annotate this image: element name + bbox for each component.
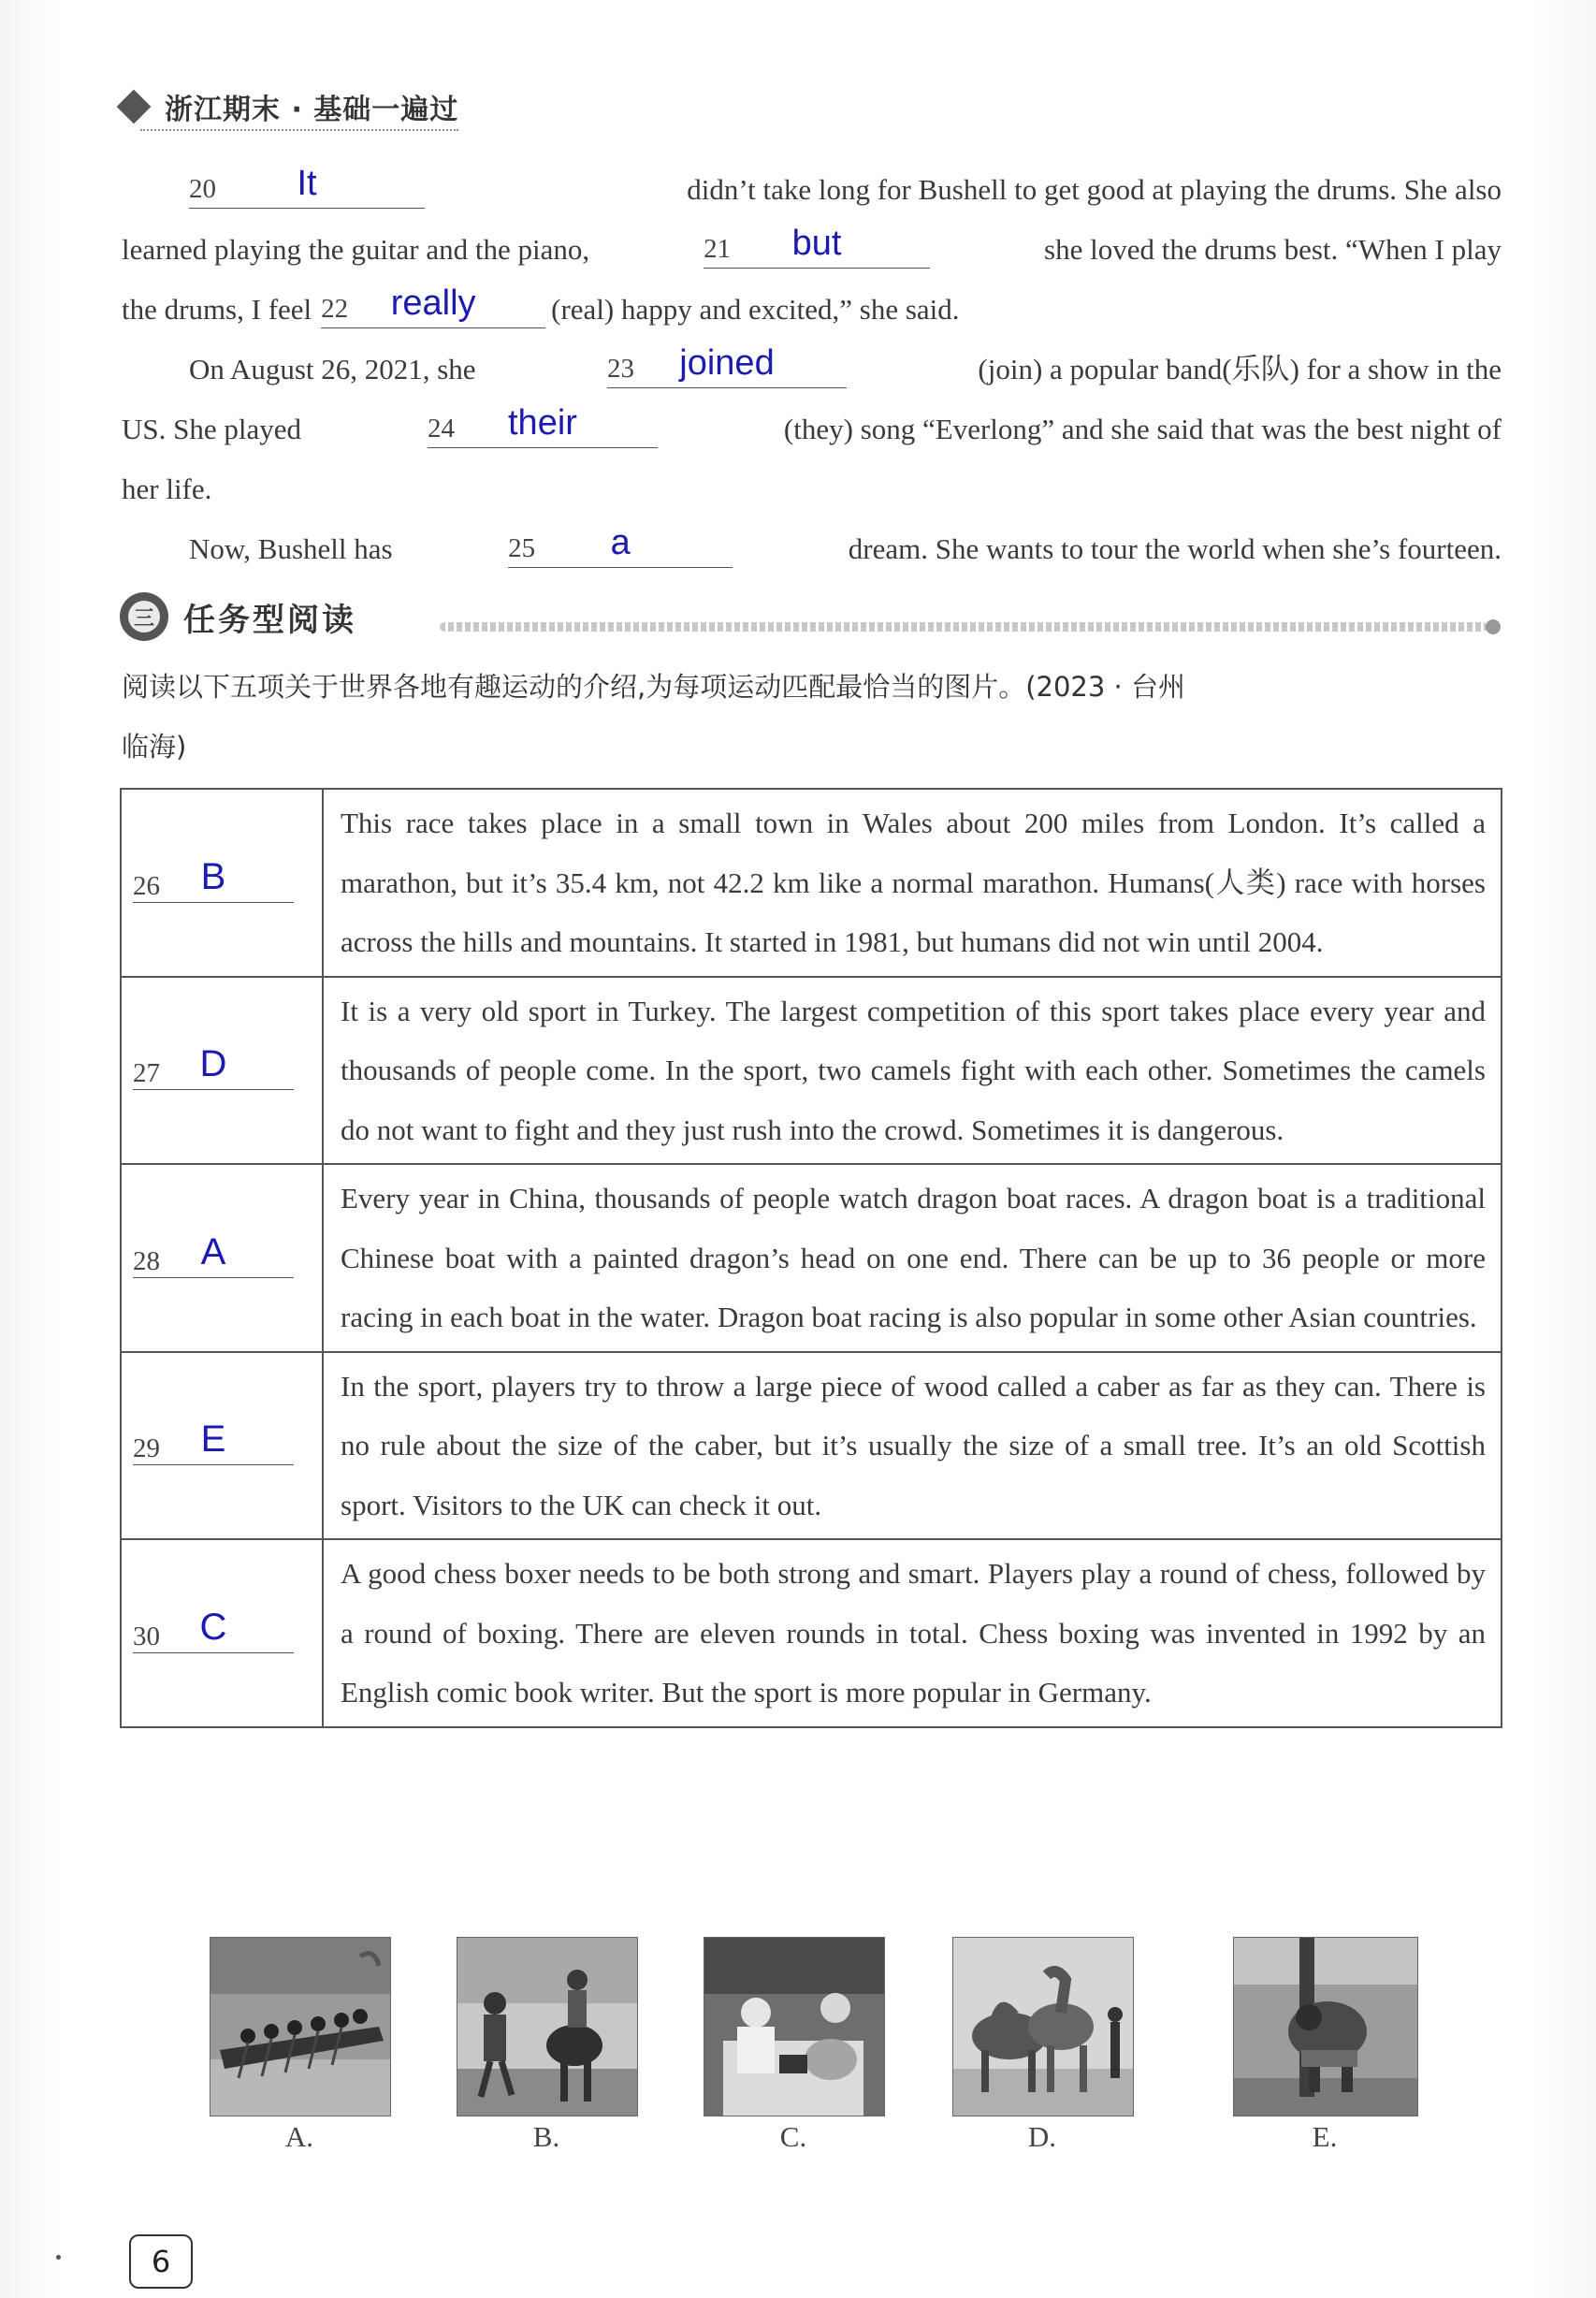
answer-cell (121, 977, 323, 1165)
sport-description: This race takes place in a small town in Wales about 200 miles from London. It’s called a marathon, but it’s 35.4 km, not 42.2 km like a normal marathon. Humans(人类) race with horses across the hills and mountains. It started in 1981, but humans did not win until 2004. (323, 789, 1502, 977)
answer-cell (121, 789, 323, 977)
answer-cell (121, 1164, 323, 1352)
answer-blank-30[interactable]: 30 C (133, 1613, 294, 1653)
caber-icon (1234, 1938, 1417, 2116)
caber-toss-photo (1233, 1937, 1418, 2116)
table-row (121, 789, 1502, 977)
answer-blank-26[interactable]: 26 B (133, 863, 294, 903)
answer-blank-23[interactable]: 23 joined (607, 352, 847, 388)
header-title: 浙江期末 · 基础一遍过 (165, 94, 459, 126)
dragon-boat-photo (210, 1937, 391, 2116)
man-vs-horse-photo (457, 1937, 638, 2116)
section-number-badge: 三 (120, 592, 168, 641)
table-row (121, 1539, 1502, 1727)
answer-blank-20[interactable]: 20 It (189, 172, 425, 209)
divider-end-dot (1486, 619, 1501, 634)
table-row (121, 1352, 1502, 1540)
instruction-line: 临海) (122, 731, 187, 763)
picture-label: E. (1312, 2120, 1338, 2153)
chess-boxing-photo (704, 1937, 885, 2116)
dragon-boat-icon (210, 1938, 390, 2116)
handwritten-answer: D (199, 1043, 227, 1085)
picture-label: B. (532, 2120, 560, 2153)
sport-description: A good chess boxer needs to be both strong and smart. Players play a round of chess, followed by a round of boxing. There are eleven rounds in total. Chess boxing was invented in 1992 by an English comic book writer. But the sport is more popular in Germany. (323, 1539, 1502, 1727)
sport-description: It is a very old sport in Turkey. The largest competition of this sport takes place every year and thousands of people come. In the sport, two camels fight with each other. Sometimes the camels do not want to fight and they just rush into the crowd. Sometimes it is dangerous. (323, 977, 1502, 1165)
instruction-line: 阅读以下五项关于世界各地有趣运动的介绍,为每项运动匹配最恰当的图片。(2023 · 台州 (122, 671, 1185, 703)
handwritten-answer: A (200, 1230, 226, 1273)
horse-runner-icon (457, 1938, 637, 2116)
handwritten-answer: their (508, 403, 577, 443)
handwritten-answer: really (390, 284, 476, 323)
handwritten-answer: B (200, 855, 226, 897)
handwritten-answer: a (610, 523, 631, 562)
section-title: 任务型阅读 (183, 601, 356, 639)
answer-cell (121, 1352, 323, 1540)
answer-cell (121, 1539, 323, 1727)
matching-table (120, 788, 1502, 1728)
cloze-line: the drums, I feel 22 really (real) happy and excited,” she said. (122, 291, 1502, 328)
handwritten-answer: joined (679, 343, 775, 383)
cloze-line: 20 It didn’t take long for Bushell to get good at playing the drums. She also (122, 171, 1502, 209)
camel-wrestling-photo (952, 1937, 1134, 2116)
answer-blank-28[interactable]: 28 A (133, 1238, 294, 1278)
cloze-line: Now, Bushell has 25 a dream. She wants to tour the world when she’s fourteen. (122, 531, 1502, 568)
page-number: 6 (129, 2234, 193, 2289)
answer-blank-24[interactable]: 24 their (428, 412, 658, 448)
diamond-icon (117, 90, 152, 124)
handwritten-answer: It (297, 164, 317, 203)
picture-label: D. (1027, 2120, 1057, 2153)
handwritten-answer: E (200, 1418, 226, 1461)
cloze-line: US. She played 24 their (they) song “Everlong” and she said that was the best night of (122, 411, 1502, 448)
picture-label: C. (779, 2120, 807, 2153)
running-header (122, 86, 458, 127)
camel-icon (953, 1938, 1133, 2116)
answer-blank-29[interactable]: 29 E (133, 1425, 294, 1465)
handwritten-answer: but (791, 224, 842, 263)
chess-boxing-icon (704, 1938, 884, 2116)
answer-blank-27[interactable]: 27 D (133, 1050, 294, 1090)
section-heading (120, 592, 356, 641)
sport-description: In the sport, players try to throw a large piece of wood called a caber as far as they can. There is no rule about the size of the caber, but it’s usually the size of a small tree. It’s an old Scottish sport. Visitors to the UK can check it out. (323, 1352, 1502, 1540)
cloze-line: On August 26, 2021, she 23 joined (join) a popular band(乐队) for a show in the (122, 351, 1502, 388)
cloze-line: learned playing the guitar and the piano, 21 but she loved the drums best. “When I play (122, 231, 1502, 269)
sport-description: Every year in China, thousands of people watch dragon boat races. A dragon boat is a traditional Chinese boat with a painted dragon’s head on one end. There can be up to 36 people or more racing in each boat in the water. Dragon boat racing is also popular in some other Asian countries. (323, 1164, 1502, 1352)
answer-blank-21[interactable]: 21 but (704, 232, 930, 269)
answer-blank-25[interactable]: 25 a (508, 531, 733, 568)
header-underline (140, 129, 458, 131)
section-divider (440, 622, 1487, 632)
handwritten-answer: C (199, 1606, 227, 1648)
cloze-line: her life. (122, 473, 212, 505)
margin-dot (56, 2255, 61, 2260)
table-row (121, 1164, 1502, 1352)
answer-blank-22[interactable]: 22 really (321, 292, 545, 328)
picture-label: A. (284, 2120, 314, 2153)
table-row (121, 977, 1502, 1165)
